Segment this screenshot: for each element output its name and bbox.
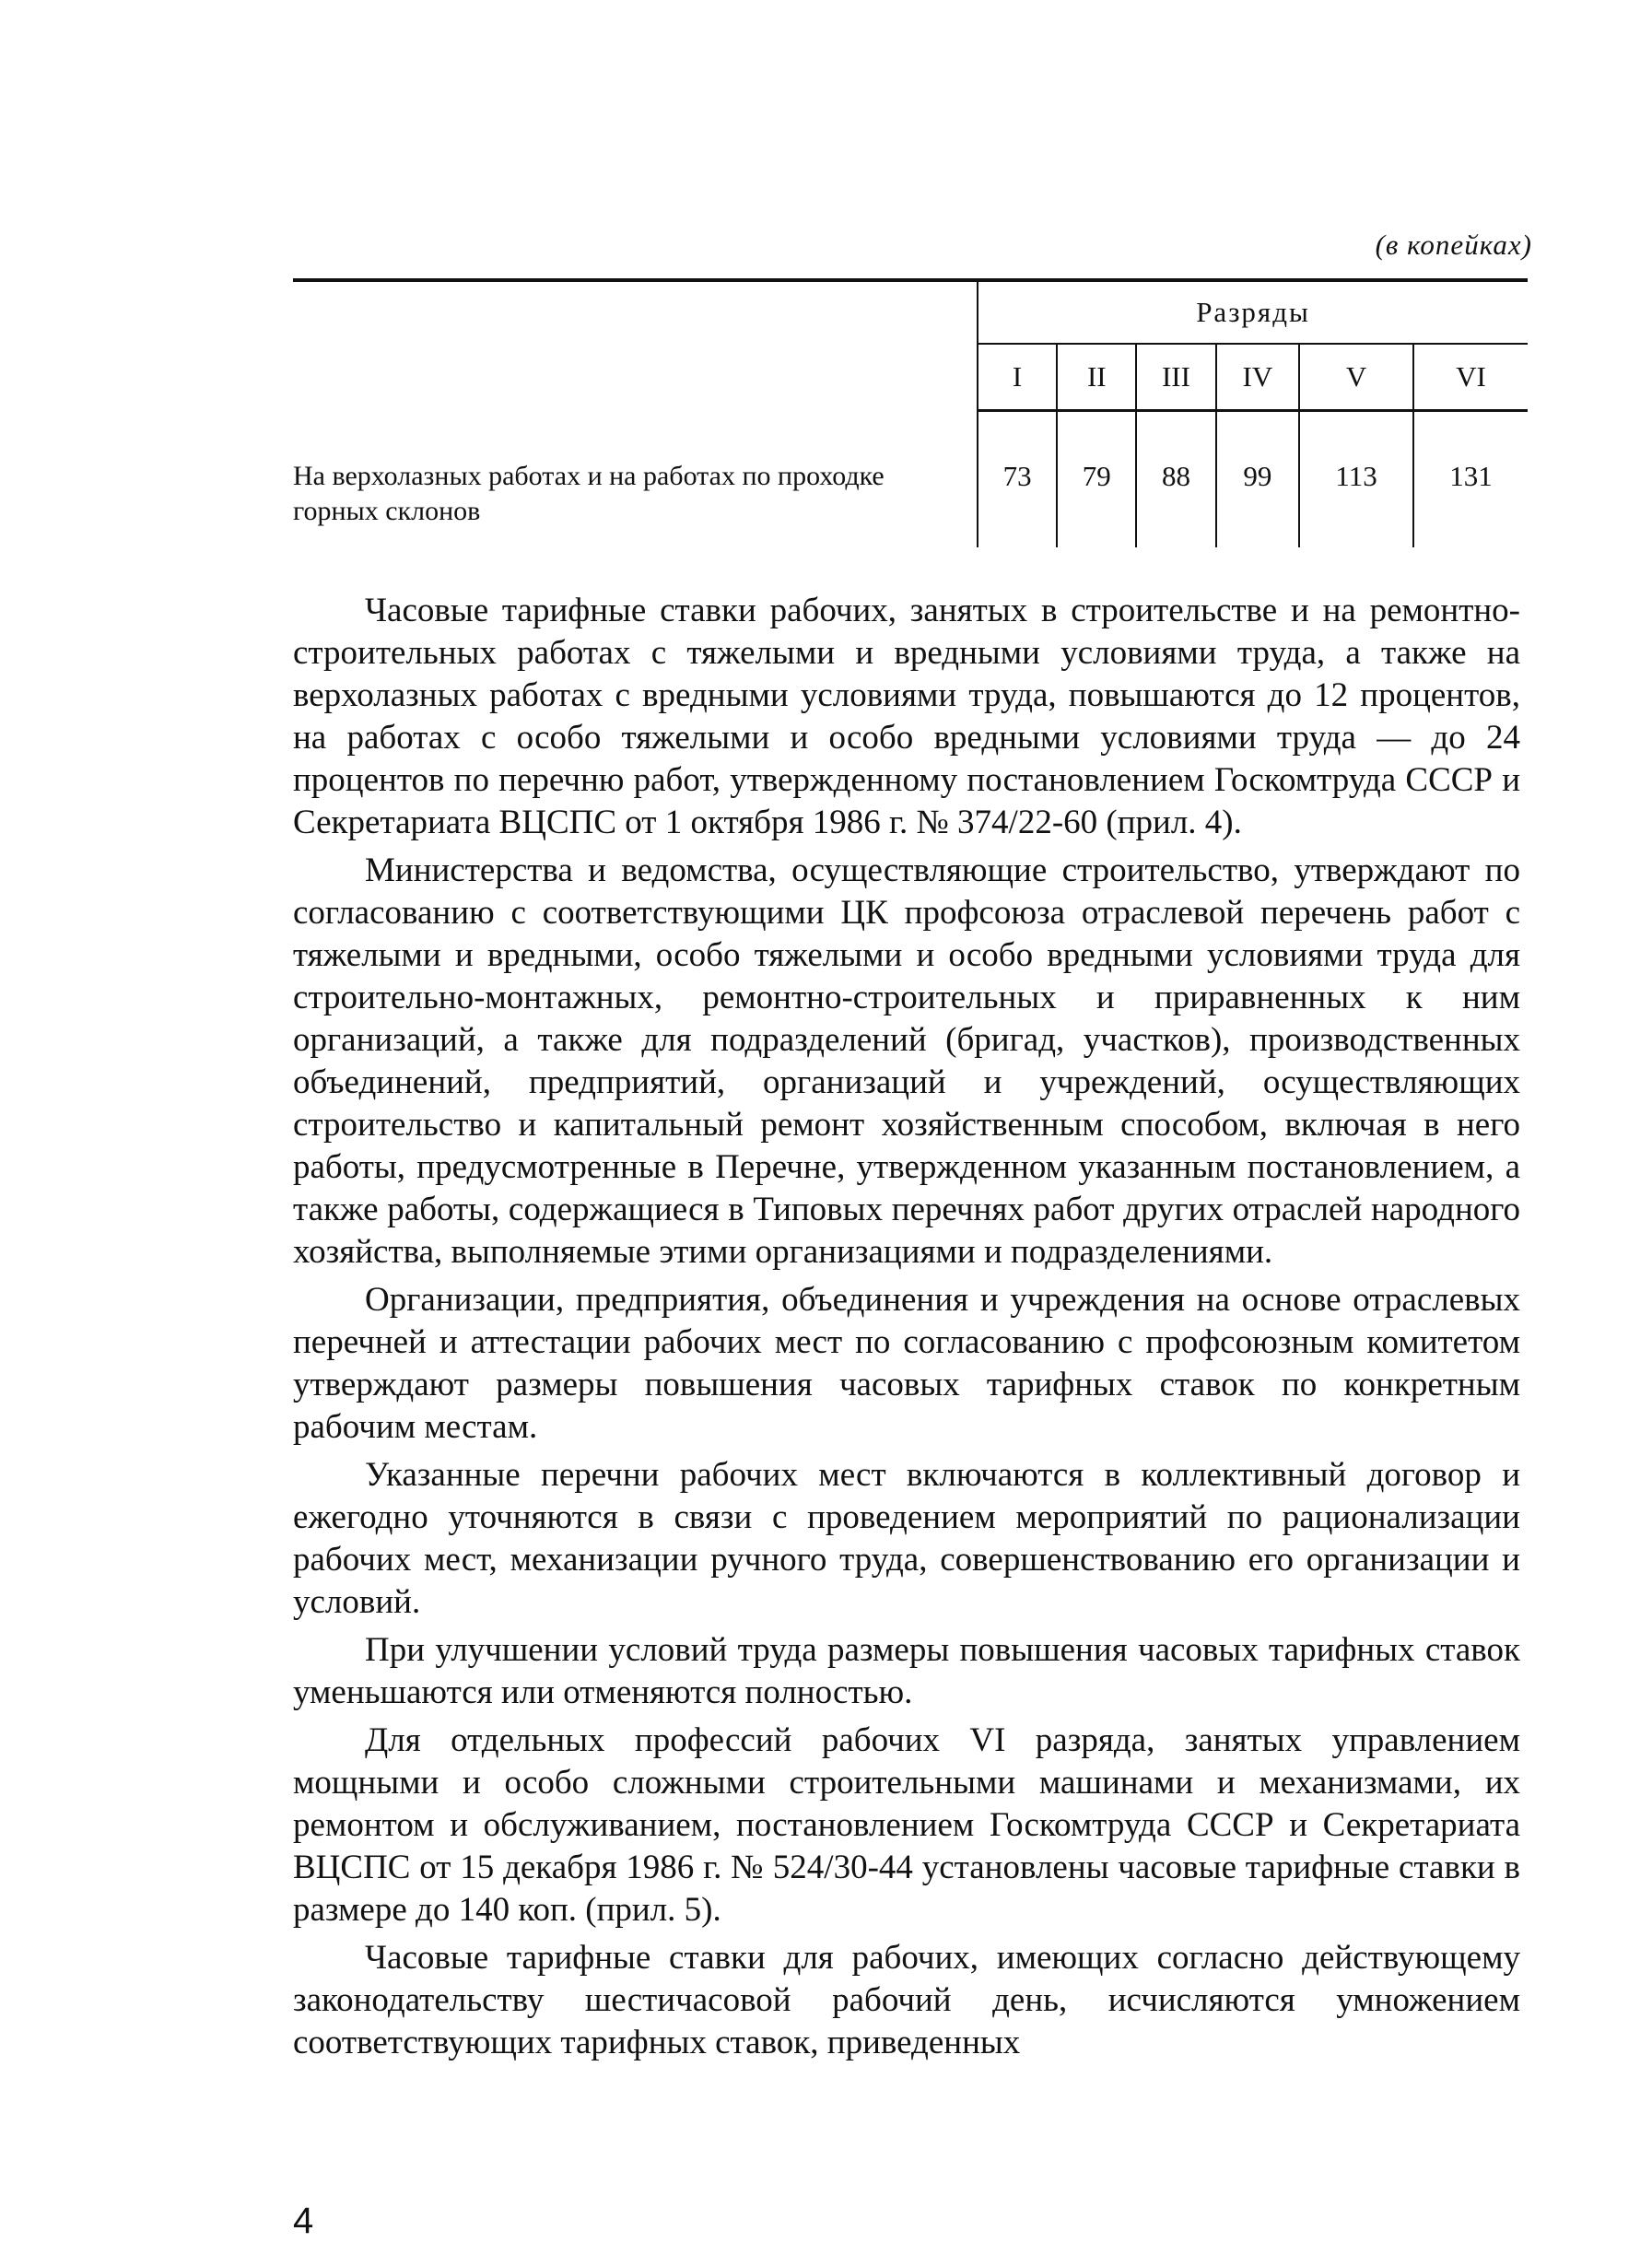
paragraph: Указанные перечни рабочих мест включаются в коллективный договор и ежегодно уточняются в связи с проведением мероприятий по рационализации рабочих мест, механизации ручного труда, совершенствованию его организации и условий.	[293, 1456, 1520, 1621]
rank-header: VI	[1413, 344, 1528, 411]
header-blank-cell	[293, 280, 978, 411]
row-label: На верхолазных работах и на работах по проходке горных склонов	[293, 460, 885, 526]
paragraph: Для отдельных профессий рабочих VI разряда, занятых управлением мощными и особо сложными строительными машинами и механизмами, их ремонтом и обслуживанием, постановлением Госкомтруда СССР и Секретариата ВЦСПС от 15 декабря 1986 г. № 524/30-44 установлены часовые тарифные ставки в размере до 140 коп. (прил. 5).	[293, 1721, 1520, 1929]
paragraph: При улучшении условий труда размеры повышения часовых тарифных ставок уменьшаются или отменяются полностью.	[293, 1631, 1520, 1711]
paragraph: Министерства и ведомства, осуществляющие строительство, утверждают по согласованию с соответствующими ЦК профсоюза отраслевой перечень работ с тяжелыми и вредными, особо тяжелыми и особо вредными условиями труда для строительно-монтажных, ремонтно-строительных и приравненных к ним организаций, а также для подразделений (бригад, участков), производственных объединений, предприятий, организаций и учреждений, осуществляющих строительство и капитальный ремонт хозяйственным способом, включая в него работы, предусмотренные в Перечне, утвержденном указанным постановлением, а также работы, содержащиеся в Типовых перечнях работ других отраслей народного хозяйства, выполняемые этими организациями и подразделениями.	[293, 851, 1520, 1271]
unit-note: (в копейках)	[1375, 229, 1532, 261]
table-header-row	[293, 280, 1528, 344]
rate-value: 131	[1413, 411, 1528, 548]
rate-value: 88	[1136, 411, 1215, 548]
paragraph: Часовые тарифные ставки рабочих, занятых в строительстве и на ремонтно-строительных работах с тяжелыми и вредными условиями труда, а также на верхолазных работах с вредными условиями труда, повышаются до 12 процентов, на работах с особо тяжелыми и особо вредными условиями труда — до 24 процентов по перечню работ, утвержденному постановлением Госкомтруда СССР и Секретариата ВЦСПС от 1 октября 1986 г. № 374/22-60 (прил. 4).	[293, 592, 1520, 841]
ranks-group-header: Разряды	[978, 280, 1528, 344]
rank-header: III	[1136, 344, 1215, 411]
rank-header: II	[1057, 344, 1136, 411]
rate-value: 73	[978, 411, 1057, 548]
paragraph: Организации, предприятия, объединения и учреждения на основе отраслевых перечней и аттестации рабочих мест по согласованию с профсоюзным комитетом утверждают размеры повышения часовых тарифных ставок по конкретным рабочим местам.	[293, 1281, 1520, 1446]
body-text	[293, 590, 1520, 2070]
rank-header: IV	[1216, 344, 1300, 411]
table-row	[293, 411, 1528, 548]
rate-value: 113	[1299, 411, 1413, 548]
rank-header: I	[978, 344, 1057, 411]
paragraph: Часовые тарифные ставки для рабочих, имеющих согласно действующему законодательству шестичасовой рабочий день, исчисляются умножением соответствующих тарифных ставок, приведенных	[293, 1939, 1520, 2061]
rank-header: V	[1299, 344, 1413, 411]
rate-value: 99	[1216, 411, 1300, 548]
rates-table	[293, 278, 1528, 547]
page-number: 4	[293, 2201, 314, 2241]
rate-value: 79	[1057, 411, 1136, 548]
